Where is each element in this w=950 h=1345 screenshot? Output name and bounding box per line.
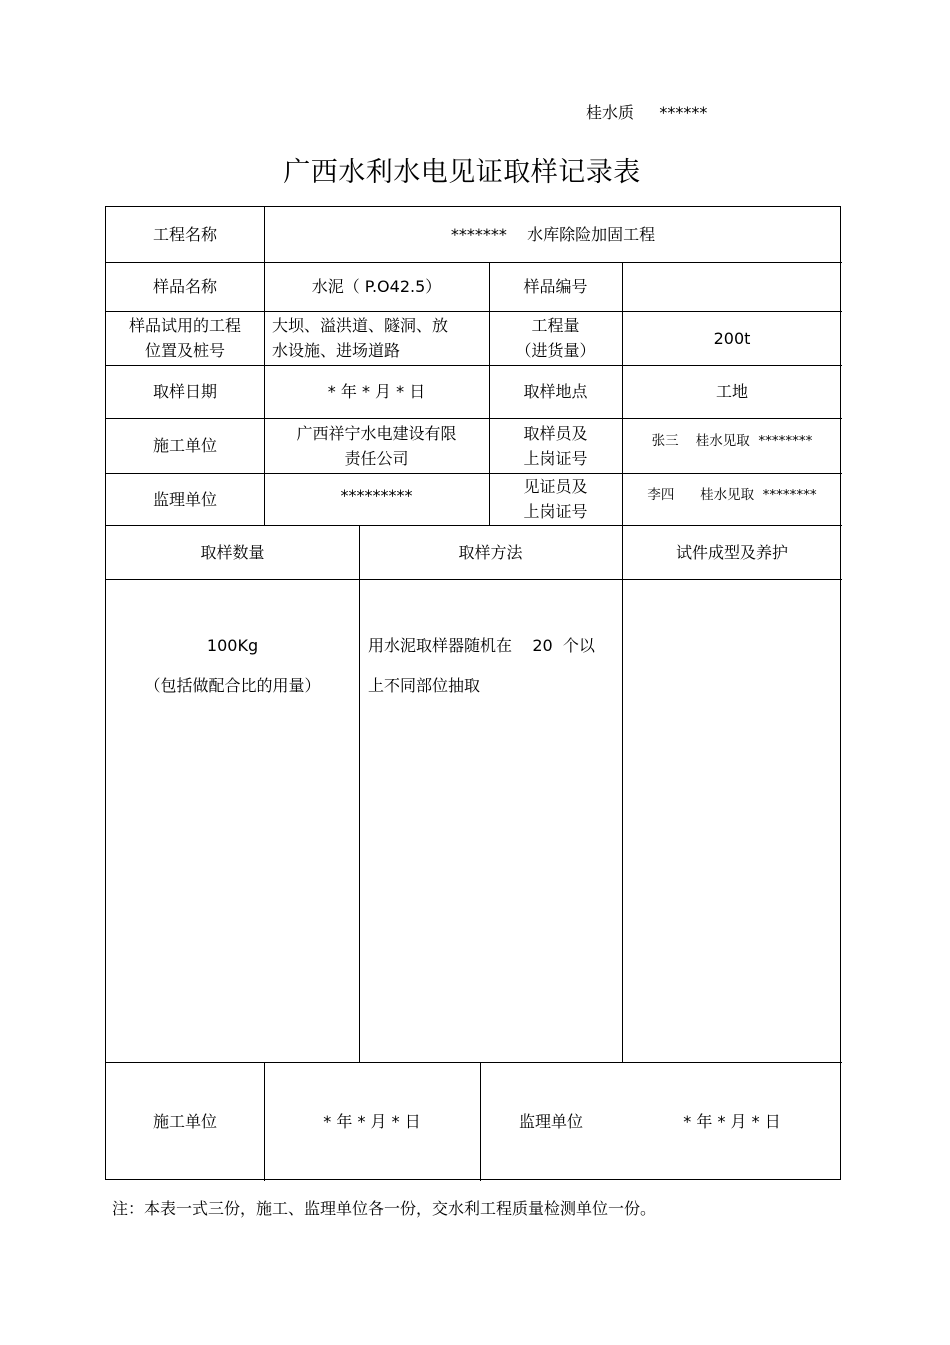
sign-supervisor-date: * 年 * 月 * 日 xyxy=(683,1112,781,1131)
usage-location-value-line: 水设施、进场道路 xyxy=(272,341,401,360)
sampling-date-value: * 年 * 月 * 日 xyxy=(327,382,426,401)
usage-location-label xyxy=(106,311,264,365)
quantity-label-line: 工程量 xyxy=(531,316,580,335)
project-name-value: ******* 水库除险加固工程 xyxy=(450,225,656,244)
sampler-label-line: 取样员及 xyxy=(523,423,588,443)
usage-location-value-line: 大坝、溢洪道、隧洞、放 xyxy=(272,316,449,335)
sampling-place-value: 工地 xyxy=(715,382,748,401)
contractor-value-line: 责任公司 xyxy=(344,448,409,468)
row-rule xyxy=(106,579,842,580)
col-rule xyxy=(359,525,360,1062)
footnote: 注：本表一式三份，施工、监理单位各一份，交水利工程质量检测单位一份。 xyxy=(112,1199,657,1218)
witness-label xyxy=(489,473,622,525)
sample-name-label: 样品名称 xyxy=(152,277,217,296)
sample-number-value xyxy=(622,262,842,311)
contractor-value-line: 广西祥宁水电建设有限 xyxy=(296,423,457,443)
witness-value: 李四 桂水见取 ******** xyxy=(647,486,817,503)
sampler-value: 张三 桂水见取 ******** xyxy=(651,432,813,449)
project-name-label: 工程名称 xyxy=(152,225,217,244)
sampling-date-label: 取样日期 xyxy=(152,382,217,401)
record-table xyxy=(105,206,841,1180)
sign-contractor-date: * 年 * 月 * 日 xyxy=(323,1112,421,1131)
supervisor-label: 监理单位 xyxy=(152,489,217,509)
method-detail-line: 用水泥取样器随机在 20 个以 xyxy=(368,636,595,655)
usage-location-label-line: 样品试用的工程 xyxy=(128,316,241,335)
quantity-value: 200t xyxy=(713,328,751,348)
method-detail xyxy=(368,626,622,706)
sign-supervisor-label: 监理单位 xyxy=(518,1112,583,1131)
usage-location-label-line: 位置及桩号 xyxy=(144,341,225,360)
quantity-detail xyxy=(106,626,359,706)
quantity-label xyxy=(489,311,622,365)
contractor-label: 施工单位 xyxy=(152,436,217,455)
sampler-label xyxy=(489,418,622,473)
usage-location-value xyxy=(264,311,489,365)
document-title: 广西水利水电见证取样记录表 xyxy=(283,157,641,188)
column-header-quantity: 取样数量 xyxy=(200,542,265,562)
document-code: 桂水质 ****** xyxy=(586,103,708,122)
sampler-label-line: 上岗证号 xyxy=(523,448,588,468)
supervisor-value: ********* xyxy=(340,485,413,505)
sampling-place-label: 取样地点 xyxy=(523,382,588,401)
sign-contractor-label: 施工单位 xyxy=(152,1112,217,1131)
quantity-detail-line: 100Kg xyxy=(206,636,259,655)
sample-number-label: 样品编号 xyxy=(523,277,588,296)
column-header-method: 取样方法 xyxy=(458,542,523,562)
witness-label-line: 见证员及 xyxy=(523,477,588,496)
method-detail-line: 上不同部位抽取 xyxy=(368,676,481,695)
column-header-forming: 试件成型及养护 xyxy=(675,542,788,562)
sample-name-value: 水泥（ P.O42.5） xyxy=(311,277,442,296)
contractor-value xyxy=(264,418,489,473)
witness-label-line: 上岗证号 xyxy=(523,502,588,521)
quantity-label-line: （进货量） xyxy=(515,341,596,360)
quantity-detail-line: （包括做配合比的用量） xyxy=(144,676,321,695)
